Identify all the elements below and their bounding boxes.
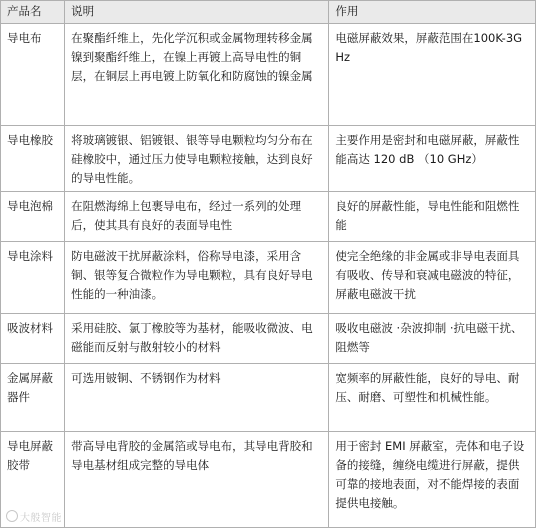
cell-product-name: 导电泡棉	[1, 192, 65, 242]
table-row	[1, 432, 536, 528]
cell-description: 在聚酯纤维上，先化学沉积或金属物理转移金属镍到聚酯纤维上，在镍上再镀上高导电性的铜层，在铜层上再电镀上防氧化和防腐蚀的镍金属	[65, 24, 329, 126]
table-row	[1, 314, 536, 364]
cell-description: 防电磁波干扰屏蔽涂料，俗称导电漆，采用含铜、银等复合微粒作为导电颗粒，具有良好导电性能的一种油漆。	[65, 242, 329, 314]
cell-product-name: 吸波材料	[1, 314, 65, 364]
header-function: 作用	[329, 1, 536, 24]
cell-function: 主要作用是密封和电磁屏蔽，屏蔽性能高达 120 dB （10 GHz）	[329, 126, 536, 192]
table-header-row	[1, 1, 536, 24]
cell-description: 将玻璃镀银、铝镀银、银等导电颗粒均匀分布在硅橡胶中，通过压力使导电颗粒接触，达到良好的导电性能。	[65, 126, 329, 192]
watermark-text: 大般智能	[20, 513, 62, 524]
cell-function: 用于密封 EMI 屏蔽室，壳体和电子设备的接缝，缠绕电缆进行屏蔽，提供可靠的接地表面，对不能焊接的表面提供电接触。	[329, 432, 536, 528]
watermark-logo-icon	[6, 510, 18, 522]
cell-function: 宽频率的屏蔽性能，良好的导电、耐压、耐磨、可塑性和机械性能。	[329, 364, 536, 432]
cell-product-name: 导电涂料	[1, 242, 65, 314]
table-row	[1, 24, 536, 126]
table-row	[1, 126, 536, 192]
cell-product-name: 金属屏蔽器件	[1, 364, 65, 432]
cell-function: 使完全绝缘的非金属或非导电表面具有吸收、传导和衰减电磁波的特征，屏蔽电磁波干扰	[329, 242, 536, 314]
cell-function: 良好的屏蔽性能，导电性能和阻燃性能	[329, 192, 536, 242]
cell-description: 在阻燃海绵上包裹导电布，经过一系列的处理后，使其具有良好的表面导电性	[65, 192, 329, 242]
cell-product-name: 导电屏蔽胶带	[1, 432, 65, 528]
cell-description: 带高导电背胶的金属箔或导电布，其导电背胶和导电基材组成完整的导电体	[65, 432, 329, 528]
table-row	[1, 364, 536, 432]
table-row	[1, 192, 536, 242]
watermark	[6, 509, 62, 524]
cell-function: 电磁屏蔽效果，屏蔽范围在100K-3GHz	[329, 24, 536, 126]
cell-description: 采用硅胶、氯丁橡胶等为基材，能吸收微波、电磁能而反射与散射较小的材料	[65, 314, 329, 364]
cell-description: 可选用铍铜、不锈钢作为材料	[65, 364, 329, 432]
cell-product-name: 导电橡胶	[1, 126, 65, 192]
cell-function: 吸收电磁波 ·杂波抑制 ·抗电磁干扰、阻燃等	[329, 314, 536, 364]
table-row	[1, 242, 536, 314]
header-product-name: 产品名	[1, 1, 65, 24]
header-description: 说明	[65, 1, 329, 24]
cell-product-name: 导电布	[1, 24, 65, 126]
